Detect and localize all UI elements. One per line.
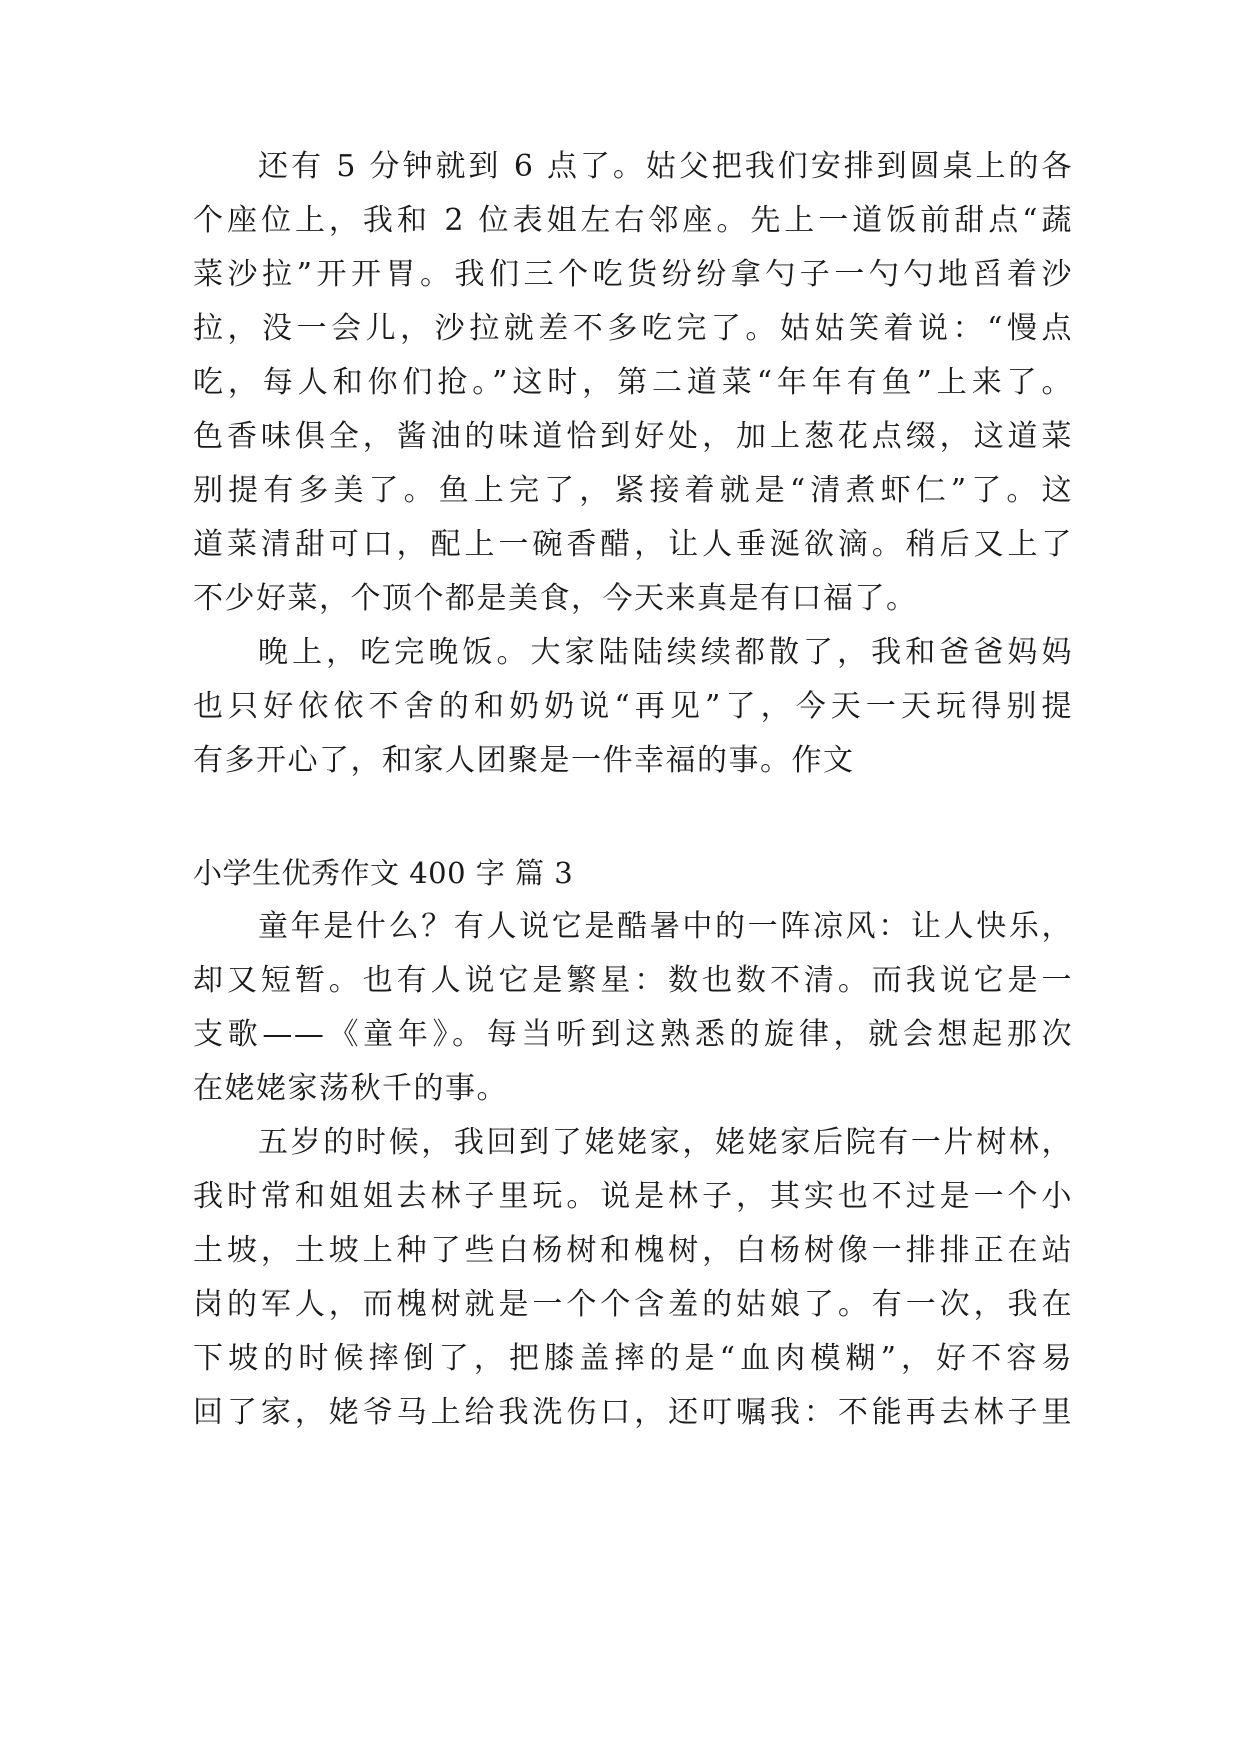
text-line: 我时常和姐姐去林子里玩。说是林子，其实也不过是一个小: [193, 1179, 1073, 1214]
text-line: 色香味俱全，酱油的味道恰到好处，加上葱花点缀，这道菜: [193, 419, 1073, 454]
text-line: 菜沙拉”开开胃。我们三个吃货纷纷拿勺子一勺勺地舀着沙: [193, 257, 1073, 292]
text-line: 个座位上，我和 2 位表姐左右邻座。先上一道饭前甜点“蔬: [193, 203, 1073, 238]
text-line: 晚上，吃完晚饭。大家陆陆续续都散了，我和爸爸妈妈: [258, 635, 1073, 670]
text-line: 道菜清甜可口，配上一碗香醋，让人垂涎欲滴。稍后又上了: [193, 527, 1073, 562]
text-line: 也只好依依不舍的和奶奶说“再见”了，今天一天玩得别提: [193, 689, 1073, 724]
text-line: 还有 5 分钟就到 6 点了。姑父把我们安排到圆桌上的各: [258, 149, 1073, 184]
text-line: 童年是什么？有人说它是酷暑中的一阵凉风：让人快乐，: [258, 909, 1073, 944]
text-line: 吃，每人和你们抢。”这时，第二道菜“年年有鱼”上来了。: [193, 365, 1073, 400]
text-line: 别提有多美了。鱼上完了，紧接着就是“清煮虾仁”了。这: [193, 473, 1073, 508]
text-line: 有多开心了，和家人团聚是一件幸福的事。作文: [193, 743, 855, 778]
section-heading: 小学生优秀作文 400 字 篇 3: [193, 856, 574, 890]
text-line: 却又短暂。也有人说它是繁星：数也数不清。而我说它是一: [193, 963, 1073, 998]
text-line: 不少好菜，个顶个都是美食，今天来真是有口福了。: [193, 581, 918, 616]
text-line: 土坡，土坡上种了些白杨树和槐树，白杨树像一排排正在站: [193, 1233, 1073, 1268]
text-line: 在姥姥家荡秋千的事。: [193, 1071, 508, 1106]
text-line: 五岁的时候，我回到了姥姥家，姥姥家后院有一片树林，: [258, 1125, 1073, 1160]
text-line: 回了家，姥爷马上给我洗伤口，还叮嘱我：不能再去林子里: [193, 1395, 1073, 1430]
text-line: 下坡的时候摔倒了，把膝盖摔的是“血肉模糊”，好不容易: [193, 1341, 1073, 1376]
text-line: 支歌——《童年》。每当听到这熟悉的旋律，就会想起那次: [193, 1017, 1073, 1052]
text-line: 岗的军人，而槐树就是一个个含羞的姑娘了。有一次，我在: [193, 1287, 1073, 1322]
text-line: 拉，没一会儿，沙拉就差不多吃完了。姑姑笑着说：“慢点: [193, 311, 1073, 346]
